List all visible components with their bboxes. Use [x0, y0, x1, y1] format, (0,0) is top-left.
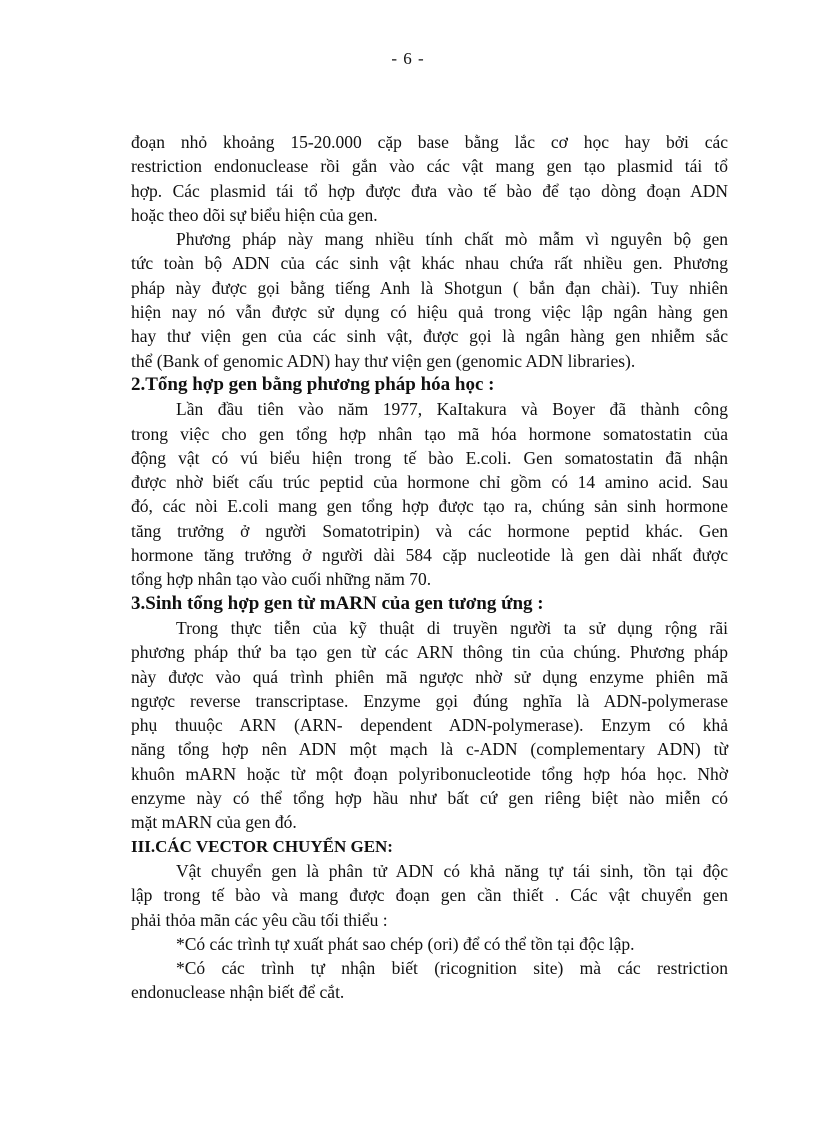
text-line: thể (Bank of genomic ADN) hay thư viện gen (genomic ADN libraries). — [131, 350, 636, 371]
text-line: khuôn mARN hoặc từ một đoạn polyribonucleotide tổng hợp hóa học. Nhờ — [131, 763, 728, 784]
paragraph — [131, 227, 728, 373]
text-line: lập trong tế bào và mang được đoạn gen cần thiết . Các vật chuyển gen — [131, 885, 728, 906]
text-line: Vật chuyển gen là phân tử ADN có khả năng tự tái sinh, tồn tại độc — [176, 860, 728, 881]
text-line: hormone tăng trưởng ở người dài 584 cặp nucleotide là gen dài nhất được — [131, 545, 728, 566]
paragraph — [131, 956, 728, 1005]
section-heading: 3.Sinh tổng hợp gen từ mARN của gen tương ứng : — [131, 592, 544, 614]
text-line: phương pháp thứ ba tạo gen từ các ARN thông tin của chúng. Phương pháp — [131, 642, 728, 663]
text-line: được nhờ biết cấu trúc peptid của hormone chỉ gồm có 14 amino acid. Sau — [131, 472, 728, 493]
text-line: *Có các trình tự nhận biết (ricognition site) mà các restriction — [176, 958, 728, 979]
text-line: năng tổng hợp nên ADN một mạch là c-ADN (complementary ADN) từ — [131, 739, 728, 760]
text-line: đó, các nòi E.coli mang gen tổng hợp được tạo ra, chúng sản sinh hormone — [131, 496, 728, 517]
page-number: - 6 - — [391, 49, 425, 68]
text-line: *Có các trình tự xuất phát sao chép (ori) để có thể tồn tại độc lập. — [176, 933, 635, 954]
section-heading: III.CÁC VECTOR CHUYỂN GEN: — [131, 836, 393, 856]
section-heading: 2.Tổng hợp gen bằng phương pháp hóa học : — [131, 373, 495, 395]
text-line: endonuclease nhận biết để cắt. — [131, 982, 345, 1003]
text-line: Phương pháp này mang nhiều tính chất mò mẫm vì nguyên bộ gen — [176, 229, 728, 250]
paragraph — [131, 397, 728, 591]
paragraph — [131, 616, 728, 835]
text-line: phụ thuuộc ARN (ARN- dependent ADN-polymerase). Enzym có khả — [131, 715, 728, 736]
text-line: tăng trưởng ở người Somatotripin) và các hormone peptid khác. Gen — [131, 520, 728, 541]
text-line: hoặc theo dõi sự biểu hiện của gen. — [131, 204, 378, 225]
text-line: này được vào quá trình phiên mã ngược nhờ sử dụng enzyme phiên mã — [131, 666, 728, 687]
text-line: tổng hợp nhân tạo vào cuối những năm 70. — [131, 569, 432, 590]
text-line: ngược reverse transcriptase. Enzyme gọi đúng nghĩa là ADN-polymerase — [131, 690, 728, 711]
text-line: động vật có vú biểu hiện trong tế bào E.coli. Gen somatostatin đã nhận — [131, 447, 728, 468]
text-line: enzyme này có thể tổng hợp hầu như bất cứ gen riêng biệt nào miễn có — [131, 788, 728, 809]
text-line: hay thư viện gen của các sinh vật, được gọi là ngân hàng gen nhiễm sắc — [131, 326, 728, 347]
text-line: Lần đầu tiên vào năm 1977, KaItakura và Boyer đã thành công — [176, 399, 728, 420]
text-line: pháp này được gọi bằng tiếng Anh là Shotgun ( bắn đạn chài). Tuy nhiên — [131, 277, 728, 298]
text-line: tức toàn bộ ADN của các sinh vật khác nhau chứa rất nhiều gen. Phương — [131, 253, 728, 274]
text-line: trong việc cho gen tổng hợp nhân tạo mã hóa hormone somatostatin của — [131, 423, 728, 444]
text-line: mặt mARN của gen đó. — [131, 812, 297, 833]
text-line: đoạn nhỏ khoảng 15-20.000 cặp base bằng lắc cơ học hay bởi các — [131, 132, 728, 152]
document-body — [131, 130, 728, 1005]
paragraph — [131, 859, 728, 932]
text-line: Trong thực tiễn của kỹ thuật di truyền người ta sử dụng rộng rãi — [176, 617, 728, 638]
paragraph — [131, 932, 728, 956]
text-line: hiện nay nó vẫn được sử dụng có hiệu quả trong việc lập ngân hàng gen — [131, 302, 728, 323]
text-line: phải thỏa mãn các yêu cầu tối thiểu : — [131, 909, 388, 930]
text-line: hợp. Các plasmid tái tổ hợp được đưa vào tế bào để tạo dòng đoạn ADN — [131, 180, 728, 201]
text-line: restriction endonuclease rồi gắn vào các vật mang gen tạo plasmid tái tổ — [131, 156, 728, 177]
paragraph — [131, 130, 728, 227]
